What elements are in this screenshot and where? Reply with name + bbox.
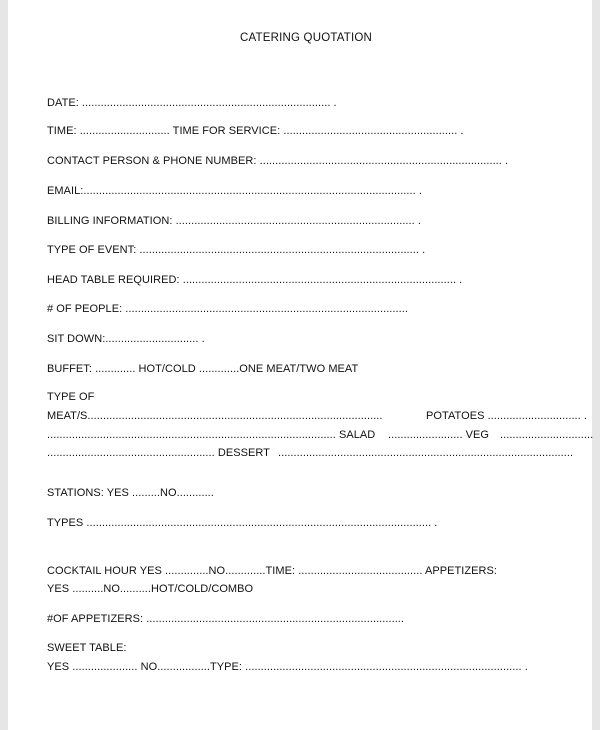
cocktail-hour-field: COCKTAIL HOUR YES ..............NO.............TIME: ........................................ APPETIZERS: — [47, 565, 498, 577]
time-field: TIME: ............................. TIME FOR SERVICE: ........................................................ . — [47, 125, 464, 137]
email-field: EMAIL:........................................................................................................... . — [47, 185, 422, 197]
meats-field: MEAT/S............................................................................................... — [47, 410, 383, 422]
veg-blank: .............................. — [500, 429, 594, 441]
right-margin — [592, 0, 600, 730]
document-title: CATERING QUOTATION — [240, 32, 373, 44]
num-appetizers-field: #OF APPETIZERS: ................................................................................... — [47, 613, 405, 625]
sweet-table-field: YES ..................... NO.................TYPE: ......................................................................................... . — [47, 661, 528, 673]
types-field: TYPES ............................................................................................................... . — [47, 517, 438, 529]
dessert-field: ...................................................... DESSERT — [47, 447, 270, 459]
sweet-table-label: SWEET TABLE: — [47, 642, 127, 654]
people-field: # OF PEOPLE: ........................................................................................... — [47, 303, 408, 315]
appetizer-options-field: YES ..........NO..........HOT/COLD/COMBO — [47, 583, 254, 595]
event-type-field: TYPE OF EVENT: .......................................................................................... . — [47, 244, 426, 256]
billing-field: BILLING INFORMATION: ............................................................................. . — [47, 215, 421, 227]
salad-field: ............................................................................................. SALAD — [47, 429, 376, 441]
left-margin — [0, 0, 8, 730]
date-field: DATE: ................................................................................ . — [47, 97, 337, 109]
contact-field: CONTACT PERSON & PHONE NUMBER: .............................................................................. . — [47, 155, 509, 167]
potatoes-field: POTATOES .............................. . — [426, 410, 587, 422]
buffet-field: BUFFET: ............. HOT/COLD .............ONE MEAT/TWO MEAT — [47, 363, 359, 375]
stations-field: STATIONS: YES .........NO............ — [47, 487, 214, 499]
head-table-field: HEAD TABLE REQUIRED: ........................................................................................ . — [47, 274, 463, 286]
veg-field: ........................ VEG — [388, 429, 490, 441]
type-of-label: TYPE OF — [47, 391, 95, 403]
dessert-blank: ............................................................................................... — [278, 447, 574, 459]
sit-down-field: SIT DOWN:.............................. . — [47, 333, 205, 345]
